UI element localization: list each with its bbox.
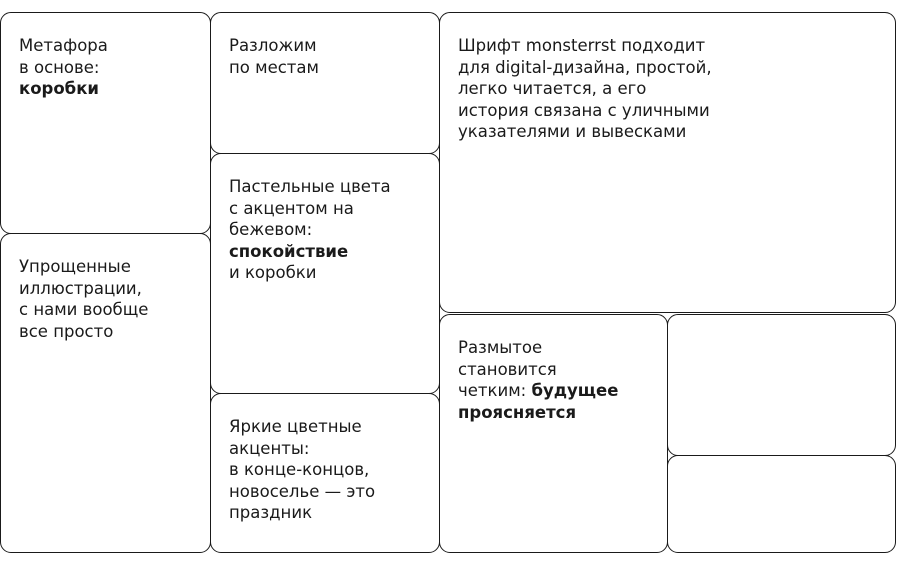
card-metaphor [0, 12, 211, 234]
card-illustrations-text: Упрощенные иллюстрации, с нами вообще все просто [19, 257, 149, 341]
card-metaphor-bold: коробки [19, 79, 99, 98]
card-illustrations [0, 233, 211, 553]
card-arrange-text: Разложим по местам [229, 36, 319, 77]
card-pastel-bold: спокойствие [229, 241, 349, 261]
card-arrange [210, 12, 440, 154]
card-pastel-regular: Пастельные цвета с акцентом на бежевом: [229, 177, 391, 239]
card-metaphor-text [19, 35, 196, 100]
card-blur-regular: Размытое становится четким: [458, 338, 557, 400]
card-bright [210, 393, 440, 553]
card-pastel-text [229, 176, 425, 284]
card-pastel [210, 153, 440, 394]
card-blur-text [458, 337, 653, 423]
card-blur [439, 314, 668, 553]
card-pastel-tail: и коробки [229, 263, 317, 282]
card-bright-text: Яркие цветные акценты: в конце-концов, новоселье — это праздник [229, 417, 376, 522]
card-empty-top [667, 314, 896, 456]
card-metaphor-regular: Метафора в основе: [19, 36, 108, 77]
card-blur-bold: будущее проясняется [458, 381, 619, 422]
card-font [439, 12, 896, 313]
card-empty-bottom [667, 455, 896, 553]
card-font-text: Шрифт monsterrst подходит для digital-дизайна, простой, легко читается, а его история связана с уличными указателями и вывесками [458, 36, 712, 141]
